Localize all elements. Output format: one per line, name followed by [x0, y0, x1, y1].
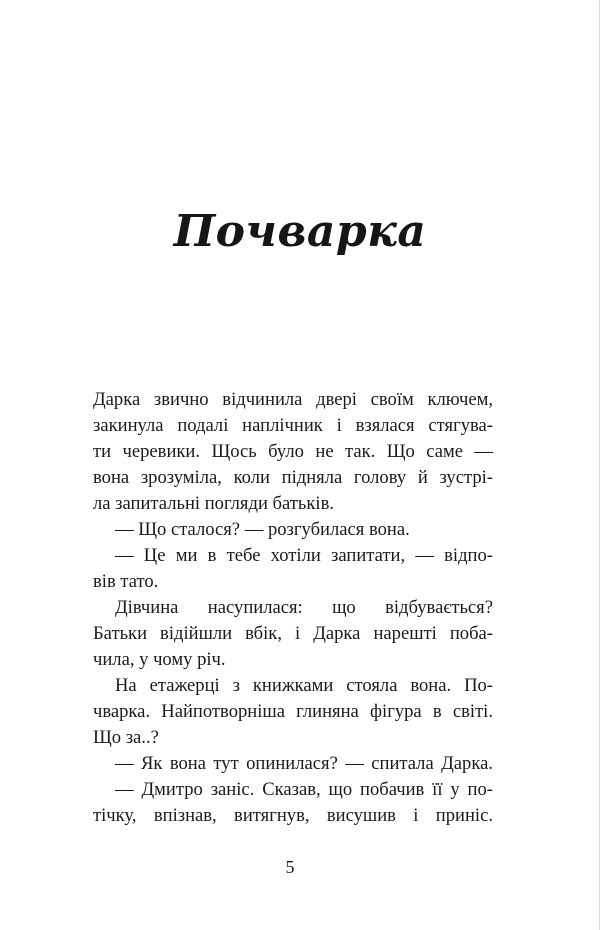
text-line: — Як вона тут опинилася? — спитала Дарка. [115, 753, 493, 774]
text-line: Дарка звично відчинила двері своїм ключем, [93, 389, 493, 410]
chapter-title: Почварка [173, 206, 427, 257]
text-line: вона зрозуміла, коли підняла голову й зустрі- [93, 467, 493, 488]
page-number: 5 [285, 857, 295, 877]
text-line: — Це ми в тебе хотіли запитати, — відпо- [115, 545, 493, 566]
text-line: тічку, впізнав, витягнув, висушив і приніс. [93, 805, 493, 826]
text-line: — Що сталося? — розгубилася вона. [115, 519, 410, 540]
text-line: ла запитальні погляди батьків. [93, 493, 335, 514]
text-line: Дівчина насупилася: що відбувається? [115, 597, 493, 618]
text-line: На етажерці з книжками стояла вона. По- [115, 675, 493, 696]
text-line: вів тато. [93, 571, 159, 592]
text-line: Батьки відійшли вбік, і Дарка нарешті поба- [93, 623, 493, 644]
text-line: закинула подалі наплічник і взялася стягува- [93, 415, 493, 436]
text-line: чварка. Найпотворніша глиняна фігура в світі. [93, 701, 493, 722]
text-line: чила, у чому річ. [93, 649, 226, 670]
text-line: — Дмитро заніс. Сказав, що побачив її у по- [115, 779, 493, 800]
body-text [93, 387, 493, 829]
text-line: Що за..? [93, 727, 159, 748]
text-line: ти черевики. Щось було не так. Що саме — [93, 441, 493, 462]
